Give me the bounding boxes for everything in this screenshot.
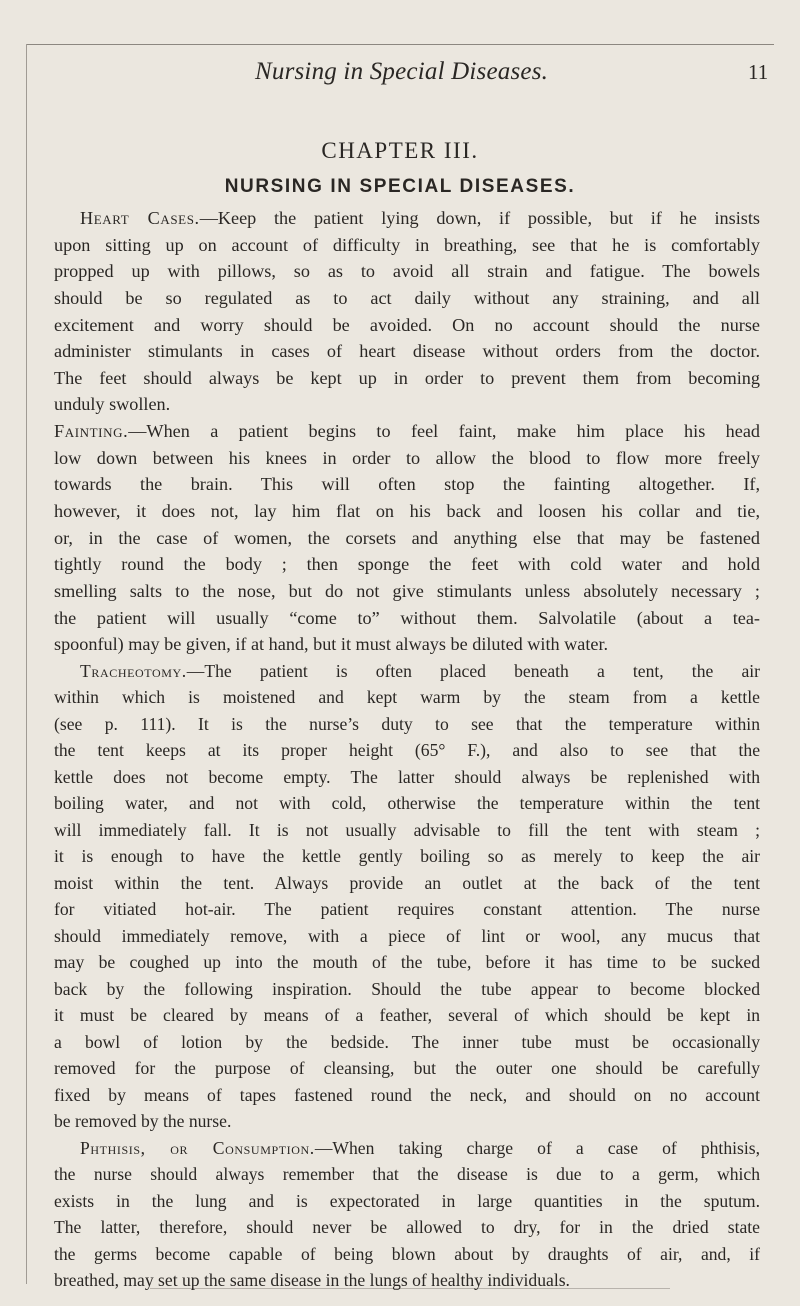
- paragraph-phthisis: [54, 1135, 760, 1294]
- text-line: be removed by the nurse.: [54, 1111, 232, 1132]
- text-line: exists in the lung and is expectorated in large quantities in the sputum.: [54, 1190, 760, 1211]
- text-line: breathed, may set up the same disease in the lungs of healthy individuals.: [54, 1270, 570, 1291]
- page-top-rule: [26, 44, 774, 45]
- page-number: 11: [748, 60, 769, 84]
- text-line: kettle does not become empty. The latter should always be replenished with: [54, 766, 760, 787]
- text-line: the tent keeps at its proper height (65° F.), and also to see that the: [54, 740, 760, 761]
- text-line: the germs become capable of being blown about by draughts of air, and, if: [54, 1243, 760, 1264]
- text-line: for vitiated hot-air. The patient requires constant attention. The nurse: [54, 899, 760, 920]
- text-line: will immediately fall. It is not usually advisable to fill the tent with steam ;: [54, 819, 760, 840]
- text-line: Tracheotomy.—The patient is often placed beneath a tent, the air: [80, 660, 760, 681]
- text-line: upon sitting up on account of difficulty in breathing, see that he is comfortably: [54, 234, 760, 255]
- text-line: towards the brain. This will often stop the fainting altogether. If,: [54, 474, 760, 495]
- text-line: (see p. 111). It is the nurse’s duty to see that the temperature within: [54, 713, 760, 734]
- text-line: should immediately remove, with a piece of lint or wool, any mucus that: [54, 925, 760, 946]
- text-line: it is enough to have the kettle gently boiling so as merely to keep the air: [54, 846, 760, 867]
- text-line: Fainting.—When a patient begins to feel faint, make him place his head: [54, 421, 760, 442]
- text-line: The latter, therefore, should never be allowed to dry, for in the dried state: [54, 1217, 760, 1238]
- text-line: Heart Cases.—Keep the patient lying down, if possible, but if he insists: [80, 208, 760, 228]
- text-line: Phthisis, or Consumption.—When taking charge of a case of phthisis,: [80, 1137, 760, 1158]
- text-line: may be coughed up into the mouth of the tube, before it has time to be sucked: [54, 952, 760, 973]
- paragraph-heading: Tracheotomy.: [80, 660, 187, 681]
- section-title: NURSING IN SPECIAL DISEASES.: [224, 176, 576, 197]
- text-line: boiling water, and not with cold, otherwise the temperature within the tent: [54, 793, 760, 814]
- paragraph-heading: Fainting.: [54, 421, 129, 442]
- text-line: the nurse should always remember that the disease is due to a germ, which: [54, 1164, 760, 1185]
- text-line: removed for the purpose of cleansing, but the outer one should be carefully: [54, 1058, 760, 1079]
- text-line: moist within the tent. Always provide an outlet at the back of the tent: [54, 872, 760, 893]
- body-text: [54, 205, 760, 1294]
- text-line: a bowl of lotion by the bedside. The inner tube must be occasionally: [54, 1031, 760, 1052]
- text-line: the patient will usually “come to” without them. Salvolatile (about a tea-: [54, 607, 760, 628]
- text-line: or, in the case of women, the corsets and anything else that may be fastened: [54, 527, 760, 548]
- text-line: excitement and worry should be avoided. On no account should the nurse: [54, 314, 760, 335]
- text-line: smelling salts to the nose, but do not give stimulants unless absolutely necessary ;: [54, 580, 760, 601]
- chapter-heading: CHAPTER III.: [321, 138, 479, 163]
- paragraph-heading: Phthisis, or Consumption.: [80, 1137, 315, 1158]
- paragraph-tracheotomy: [54, 658, 760, 1135]
- text-line: unduly swollen.: [54, 394, 171, 415]
- page-left-rule: [26, 44, 27, 1284]
- paragraph-heading: Heart Cases.: [80, 208, 200, 228]
- text-line: however, it does not, lay him flat on his back and loosen his collar and tie,: [54, 501, 760, 522]
- paragraph-heart-cases: [54, 205, 760, 418]
- text-line: back by the following inspiration. Should the tube appear to become blocked: [54, 978, 760, 999]
- text-line: it must be cleared by means of a feather, several of which should be kept in: [54, 1005, 760, 1026]
- text-line: tightly round the body ; then sponge the feet with cold water and hold: [54, 554, 760, 575]
- text-line: should be so regulated as to act daily without any straining, and all: [54, 287, 760, 308]
- text-line: spoonful) may be given, if at hand, but it must always be diluted with water.: [54, 634, 609, 655]
- text-line: administer stimulants in cases of heart disease without orders from the doctor.: [54, 341, 760, 362]
- running-head: Nursing in Special Diseases.: [255, 58, 549, 85]
- text-line: low down between his knees in order to allow the blood to flow more freely: [54, 447, 760, 468]
- text-line: The feet should always be kept up in order to prevent them from becoming: [54, 367, 760, 388]
- text-line: propped up with pillows, so as to avoid all strain and fatigue. The bowels: [54, 261, 760, 282]
- paragraph-fainting: [54, 418, 760, 658]
- text-line: fixed by means of tapes fastened round the neck, and should on no account: [54, 1084, 760, 1105]
- text-line: within which is moistened and kept warm by the steam from a kettle: [54, 687, 760, 708]
